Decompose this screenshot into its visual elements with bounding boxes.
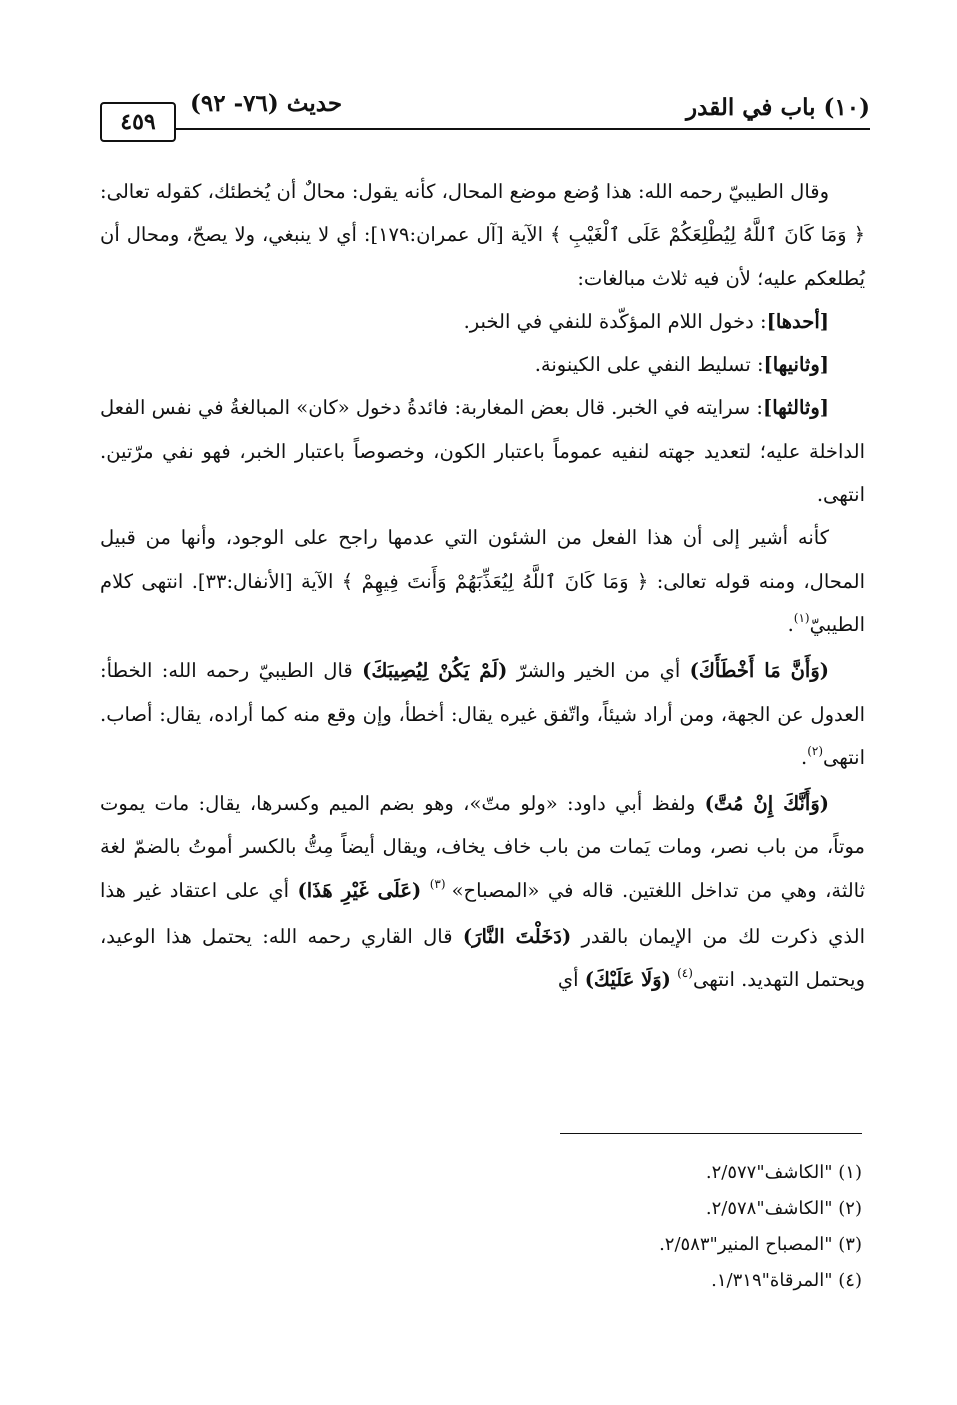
matn-quote: [وثالثها]	[763, 396, 829, 420]
text-run: الآية [الأنفال:٣٣]. انتهى كلام الطيبيّ	[100, 569, 865, 636]
text-run: الآية [آل عمران:١٧٩]: أي لا ينبغي، ولا يصحّ، ومحال أن يُطلعكم عليه؛ لأن فيه ثلاث مبالغات:	[100, 223, 865, 290]
quran-verse: ﴿ وَمَا كَانَ ٱللَّهُ لِيُطْلِعَكُمْ عَلَى ٱلْغَيْبِ ﴾	[550, 223, 865, 247]
paragraph-p2	[100, 300, 865, 343]
text-run: : تسليط النفي على الكينونة.	[534, 353, 764, 377]
footnote-ref: (٣)	[429, 876, 452, 891]
footnote-3: (٣) "المصباح المنير"٢/٥٨٣.	[659, 1234, 862, 1255]
text-run: : دخول اللام المؤكّدة للنفي في الخبر.	[463, 309, 767, 333]
text-run: أي على اعتقاد غير هذا الذي ذكرت لك من الإيمان بالقدر	[100, 878, 866, 949]
matn-quote: (عَلَى غَيْرِ هَذَا)	[297, 878, 422, 902]
text-run: قال القاري رحمه الله: يحتمل هذا الوعيد، ويحتمل التهديد. انتهى	[100, 925, 865, 992]
matn-quote: (وَأَنَّ مَا أَخْطَأَكَ)	[689, 659, 829, 683]
text-run: وقال الطيبيّ رحمه الله: هذا وُضع موضع المحال، كأنه يقول: محالٌ أن يُخطئك، كقوله تعالى:	[100, 180, 829, 203]
text-run: أي	[557, 968, 585, 992]
body-text	[100, 170, 865, 1005]
footnotes	[262, 1155, 862, 1299]
paragraph-p5	[100, 516, 865, 649]
footnote-2: (٢) "الكاشف"٢/٥٧٨.	[705, 1198, 862, 1219]
page-header	[100, 84, 870, 144]
matn-quote: [أحدها]	[766, 309, 829, 333]
footnote-4: (٤) "المرقاة"١/٣١٩.	[711, 1270, 862, 1291]
text-run: ولفظ أبي داود: «ولو متّ»، وهو بضم الميم وكسرها، يقال: مات يموت موتاً، من باب نصر، ومات يَمات من باب خاف يخاف، ويقال أيضاً مِتُّ بالكسر أموتُ بالضمّ لغة ثالثة، وهي من تداخل اللغتين. قاله في «المصباح»	[100, 792, 866, 902]
paragraph-p7	[100, 782, 865, 1004]
footnote-ref: (٢)	[807, 743, 824, 758]
hadith-range: حديث (٧٦- ٩٢)	[190, 90, 343, 117]
text-run: .	[800, 745, 808, 769]
text-run: .	[787, 612, 794, 636]
footnote-separator	[560, 1133, 862, 1134]
text-run: : سرايته في الخبر. قال بعض المغاربة: فائدةُ دخول «كان» المبالغةُ في نفس الفعل الداخلة عليه؛ لتعديد جهته لنفيه عموماً باعتبار الكون، وخصوصاً باعتبار الخبر، فهو نفي مرّتين. انتهى.	[100, 396, 865, 507]
text-run	[421, 879, 429, 902]
text-run: قال الطيبيّ رحمه الله: الخطأ: العدول عن الجهة، ومن أراد شيئاً، واتّفق غيره يقال: أخطأ، وإن وقع منه كما أراده، يقال: أصاب. انتهى	[100, 659, 865, 769]
paragraph-p4	[100, 386, 865, 516]
footnote-ref: (٤)	[677, 966, 693, 981]
quran-verse: ﴿ وَمَا كَانَ ٱللَّهُ لِيُعَذِّبَهُمْ وَأَنتَ فِيهِمْ ﴾	[341, 569, 649, 593]
header-rule	[176, 128, 870, 130]
paragraph-p6	[100, 649, 865, 782]
matn-quote: (وَلَا عَلَيْكَ)	[584, 968, 671, 992]
text-run: كأنه أشير إلى أن هذا الفعل من الشئون التي عدمها راجح على الوجود، وأنها من قبيل المحال، ومنه قوله تعالى:	[100, 526, 866, 593]
paragraph-p3	[100, 343, 865, 386]
paragraph-p1	[100, 170, 865, 300]
page-number: ٤٥٩	[100, 102, 176, 142]
footnote-ref: (١)	[793, 610, 810, 625]
matn-quote: [وثانيها]	[763, 353, 829, 377]
matn-quote: (وَأَنَّكَ إِنْ مُتَّ)	[704, 792, 829, 816]
chapter-title: (١٠) باب في القدر	[686, 94, 870, 121]
text-run: أي من الخير والشرّ	[507, 659, 690, 683]
footnote-1: (١) "الكاشف"٢/٥٧٧.	[705, 1162, 862, 1183]
matn-quote: (دَخَلْتَ النَّارَ)	[462, 925, 572, 949]
matn-quote: (لَمْ يَكُنْ لِيُصِيبَكَ)	[362, 659, 508, 683]
